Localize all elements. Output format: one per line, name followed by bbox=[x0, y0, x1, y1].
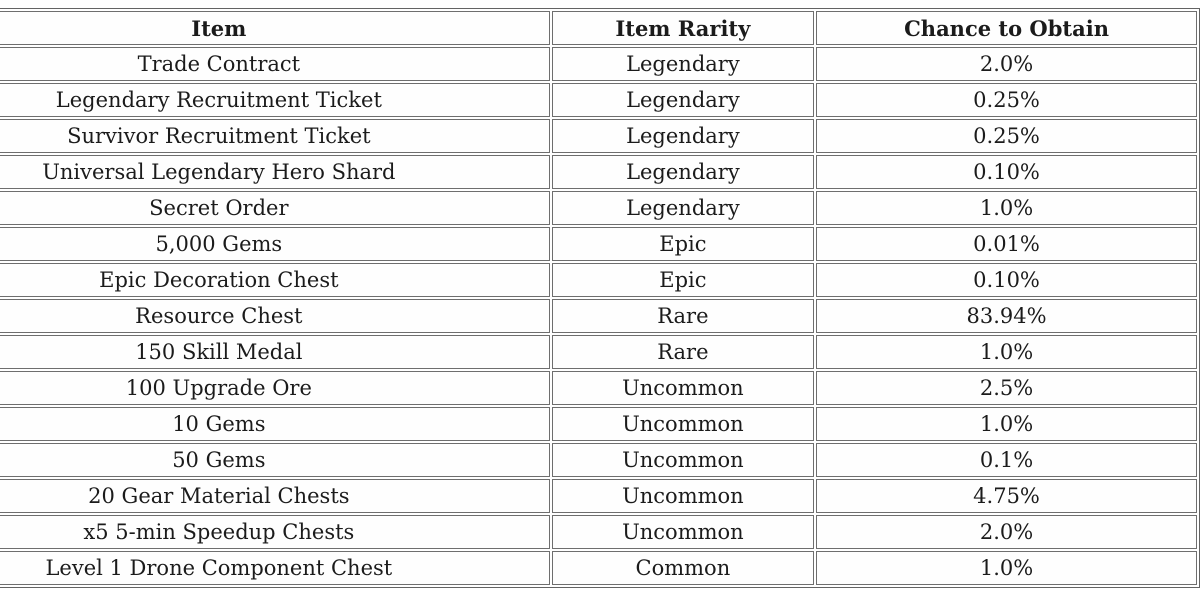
item-cell: Resource Chest bbox=[0, 299, 550, 333]
table-row bbox=[0, 47, 1197, 81]
rarity-cell: Uncommon bbox=[552, 371, 814, 405]
rarity-cell: Legendary bbox=[552, 119, 814, 153]
chance-cell: 0.25% bbox=[816, 119, 1197, 153]
item-cell: 20 Gear Material Chests bbox=[0, 479, 550, 513]
table-row bbox=[0, 335, 1197, 369]
header-row bbox=[0, 11, 1197, 45]
table-row bbox=[0, 263, 1197, 297]
item-cell: Trade Contract bbox=[0, 47, 550, 81]
rarity-cell: Epic bbox=[552, 227, 814, 261]
chance-cell: 1.0% bbox=[816, 407, 1197, 441]
item-cell: Secret Order bbox=[0, 191, 550, 225]
chance-cell: 0.01% bbox=[816, 227, 1197, 261]
item-cell: x5 5-min Speedup Chests bbox=[0, 515, 550, 549]
rarity-cell: Rare bbox=[552, 335, 814, 369]
item-cell: Universal Legendary Hero Shard bbox=[0, 155, 550, 189]
drop-rates-table bbox=[0, 8, 1200, 588]
table-row bbox=[0, 515, 1197, 549]
rarity-cell: Epic bbox=[552, 263, 814, 297]
table-row bbox=[0, 443, 1197, 477]
chance-cell: 2.0% bbox=[816, 47, 1197, 81]
table-row bbox=[0, 191, 1197, 225]
chance-cell: 0.10% bbox=[816, 263, 1197, 297]
column-header-chance-to-obtain: Chance to Obtain bbox=[816, 11, 1197, 45]
table-row bbox=[0, 371, 1197, 405]
item-cell: Epic Decoration Chest bbox=[0, 263, 550, 297]
rarity-cell: Uncommon bbox=[552, 479, 814, 513]
table-row bbox=[0, 155, 1197, 189]
chance-cell: 0.25% bbox=[816, 83, 1197, 117]
item-cell: 100 Upgrade Ore bbox=[0, 371, 550, 405]
rarity-cell: Legendary bbox=[552, 155, 814, 189]
table-row bbox=[0, 83, 1197, 117]
chance-cell: 83.94% bbox=[816, 299, 1197, 333]
chance-cell: 2.5% bbox=[816, 371, 1197, 405]
item-cell: Legendary Recruitment Ticket bbox=[0, 83, 550, 117]
chance-cell: 0.10% bbox=[816, 155, 1197, 189]
table-row bbox=[0, 119, 1197, 153]
item-cell: 50 Gems bbox=[0, 443, 550, 477]
chance-cell: 2.0% bbox=[816, 515, 1197, 549]
table-row bbox=[0, 227, 1197, 261]
column-header-item: Item bbox=[0, 11, 550, 45]
table-row bbox=[0, 407, 1197, 441]
item-cell: 5,000 Gems bbox=[0, 227, 550, 261]
table-header bbox=[0, 11, 1197, 45]
table-body bbox=[0, 47, 1197, 585]
chance-cell: 0.1% bbox=[816, 443, 1197, 477]
item-cell: 10 Gems bbox=[0, 407, 550, 441]
item-cell: Survivor Recruitment Ticket bbox=[0, 119, 550, 153]
chance-cell: 1.0% bbox=[816, 335, 1197, 369]
rarity-cell: Legendary bbox=[552, 83, 814, 117]
item-cell: 150 Skill Medal bbox=[0, 335, 550, 369]
column-header-item-rarity: Item Rarity bbox=[552, 11, 814, 45]
rarity-cell: Common bbox=[552, 551, 814, 585]
rarity-cell: Uncommon bbox=[552, 407, 814, 441]
rarity-cell: Rare bbox=[552, 299, 814, 333]
item-cell: Level 1 Drone Component Chest bbox=[0, 551, 550, 585]
table-row bbox=[0, 551, 1197, 585]
table-row bbox=[0, 479, 1197, 513]
rarity-cell: Legendary bbox=[552, 47, 814, 81]
chance-cell: 1.0% bbox=[816, 551, 1197, 585]
rarity-cell: Uncommon bbox=[552, 515, 814, 549]
chance-cell: 4.75% bbox=[816, 479, 1197, 513]
drop-rates-table-wrapper bbox=[0, 8, 1200, 588]
rarity-cell: Legendary bbox=[552, 191, 814, 225]
chance-cell: 1.0% bbox=[816, 191, 1197, 225]
rarity-cell: Uncommon bbox=[552, 443, 814, 477]
table-row bbox=[0, 299, 1197, 333]
